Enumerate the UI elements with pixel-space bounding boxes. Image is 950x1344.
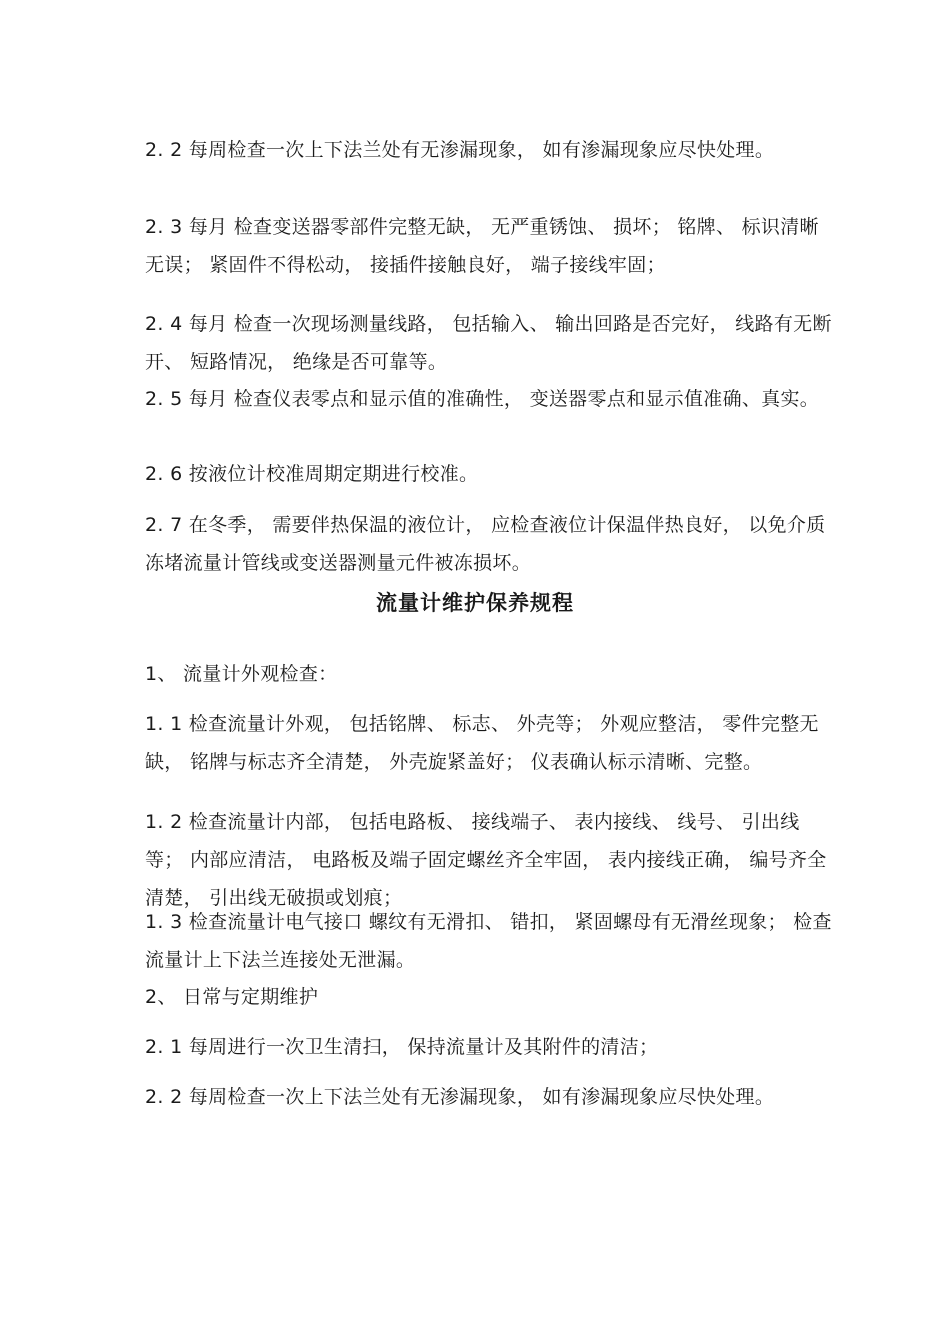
paragraph-2-5: 2. 5 每月 检查仪表零点和显示值的准确性， 变送器零点和显示值准确、真实。 bbox=[145, 388, 820, 410]
paragraph-2-1: 2. 1 每周进行一次卫生清扫， 保持流量计及其附件的清洁； bbox=[145, 1036, 659, 1058]
paragraph-2-4: 2. 4 每月 检查一次现场测量线路， 包括输入、 输出回路是否完好， 线路有无断开、 短路情况， 绝缘是否可靠等。 bbox=[145, 313, 832, 373]
heading-1-appearance-check: 1、 流量计外观检查： bbox=[145, 663, 338, 685]
paragraph-2-2-flow: 2. 2 每周检查一次上下法兰处有无渗漏现象， 如有渗漏现象应尽快处理。 bbox=[145, 1086, 775, 1108]
paragraph-1-2: 1. 2 检查流量计内部， 包括电路板、 接线端子、 表内接线、 线号、 引出线等； 内部应清洁， 电路板及端子固定螺丝齐全牢固， 表内接线正确， 编号齐全清楚， 引出线无破损或划痕； bbox=[145, 811, 827, 909]
paragraph-1-3: 1. 3 检查流量计电气接口 螺纹有无滑扣、 错扣， 紧固螺母有无滑丝现象； 检查流量计上下法兰连接处无泄漏。 bbox=[145, 911, 832, 971]
paragraph-2-3: 2. 3 每月 检查变送器零部件完整无缺， 无严重锈蚀、 损坏； 铭牌、 标识清晰无误； 紧固件不得松动， 接插件接触良好， 端子接线牢固； bbox=[145, 216, 819, 276]
paragraph-2-6: 2. 6 按液位计校准周期定期进行校准。 bbox=[145, 463, 479, 485]
heading-2-maintenance: 2、 日常与定期维护 bbox=[145, 986, 319, 1008]
paragraph-2-2-liquid: 2. 2 每周检查一次上下法兰处有无渗漏现象， 如有渗漏现象应尽快处理。 bbox=[145, 139, 775, 161]
paragraph-2-7: 2. 7 在冬季， 需要伴热保温的液位计， 应检查液位计保温伴热良好， 以免介质冻堵流量计管线或变送器测量元件被冻损坏。 bbox=[145, 514, 826, 574]
section-title: 流量计维护保养规程 bbox=[376, 591, 574, 615]
paragraph-1-1: 1. 1 检查流量计外观， 包括铭牌、 标志、 外壳等； 外观应整洁， 零件完整无缺， 铭牌与标志齐全清楚， 外壳旋紧盖好； 仪表确认标示清晰、完整。 bbox=[145, 713, 819, 773]
